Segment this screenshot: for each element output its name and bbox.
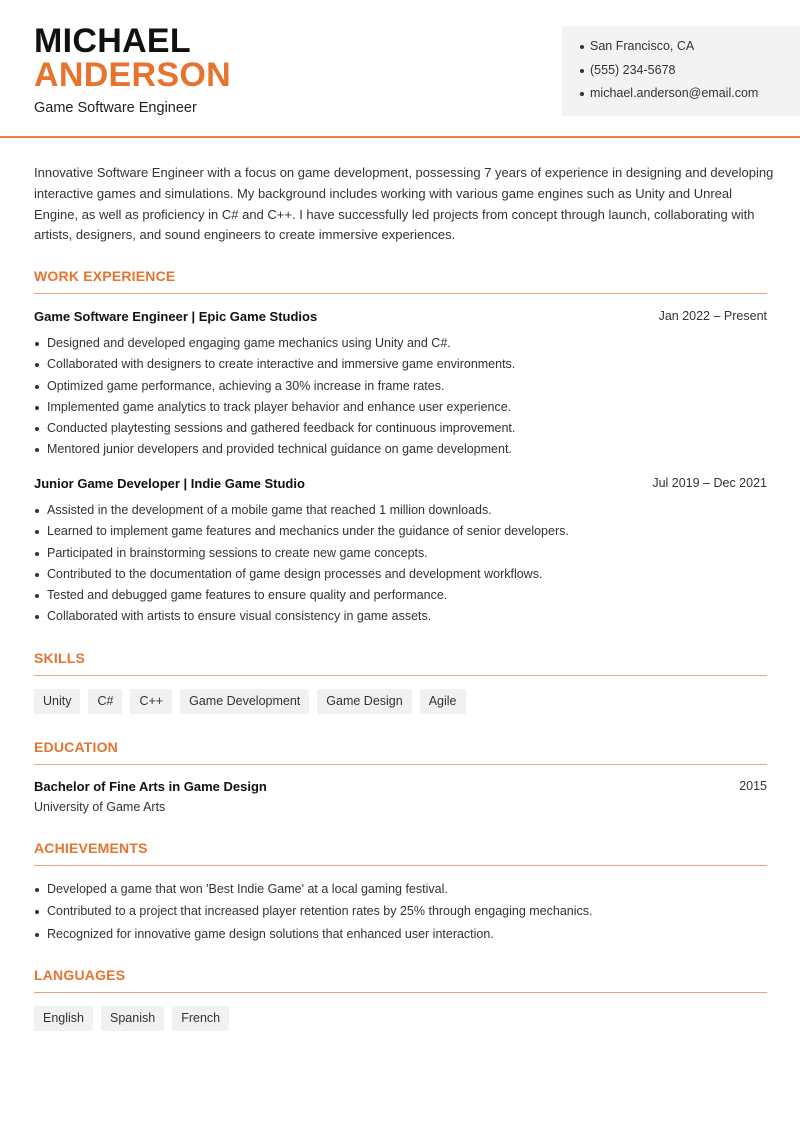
contact-location: San Francisco, CA bbox=[580, 38, 800, 62]
skill-tag: Game Development bbox=[180, 689, 309, 714]
job-bullets bbox=[34, 502, 774, 630]
skill-tag: C++ bbox=[130, 689, 172, 714]
skill-tag: Game Design bbox=[317, 689, 411, 714]
list-item: Collaborated with designers to create interactive and immersive game environments. bbox=[34, 356, 774, 377]
skill-tag: Agile bbox=[420, 689, 466, 714]
contact-box bbox=[562, 26, 800, 116]
resume-header bbox=[0, 0, 800, 138]
list-item: Developed a game that won 'Best Indie Game' at a local gaming festival. bbox=[34, 881, 774, 903]
skill-tag: Unity bbox=[34, 689, 80, 714]
job-bullets bbox=[34, 335, 774, 463]
job-role: Junior Game Developer | Indie Game Studio bbox=[34, 476, 305, 491]
achievements-list bbox=[34, 881, 774, 948]
list-item: Recognized for innovative game design solutions that enhanced user interaction. bbox=[34, 926, 774, 948]
list-item: Contributed to a project that increased player retention rates by 25% through engaging mechanics. bbox=[34, 903, 774, 925]
job-dates: Jan 2022 – Present bbox=[658, 309, 767, 323]
contact-phone: (555) 234-5678 bbox=[580, 62, 800, 86]
section-title-languages: LANGUAGES bbox=[34, 967, 767, 993]
job-role: Game Software Engineer | Epic Game Studios bbox=[34, 309, 318, 324]
contact-email[interactable]: michael.anderson@email.com bbox=[580, 85, 800, 109]
language-tag: English bbox=[34, 1006, 93, 1031]
contact-list bbox=[580, 38, 800, 109]
section-title-achievements: ACHIEVEMENTS bbox=[34, 840, 767, 866]
list-item: Mentored junior developers and provided technical guidance on game development. bbox=[34, 441, 774, 462]
job-header bbox=[34, 309, 767, 327]
last-name: ANDERSON bbox=[34, 56, 231, 94]
list-item: Optimized game performance, achieving a 30% increase in frame rates. bbox=[34, 378, 774, 399]
list-item: Contributed to the documentation of game design processes and development workflows. bbox=[34, 566, 774, 587]
section-title-work-experience: WORK EXPERIENCE bbox=[34, 268, 767, 294]
languages-tags bbox=[34, 1006, 229, 1031]
language-tag: Spanish bbox=[101, 1006, 164, 1031]
list-item: Participated in brainstorming sessions to create new game concepts. bbox=[34, 545, 774, 566]
list-item: Designed and developed engaging game mechanics using Unity and C#. bbox=[34, 335, 774, 356]
job-header bbox=[34, 476, 767, 494]
profile-summary: Innovative Software Engineer with a focus on game development, possessing 7 years of experience in designing and developing interactive games and simulations. My background includes working with various game engines such as Unity and Unreal Engine, as well as proficiency in C# and C++. I have successfully led projects from concept through launch, collaborating with artists, designers, and sound engineers to create immersive experiences. bbox=[34, 165, 774, 243]
skill-tag: C# bbox=[88, 689, 122, 714]
education-year: 2015 bbox=[739, 779, 767, 793]
list-item: Conducted playtesting sessions and gathered feedback for continuous improvement. bbox=[34, 420, 774, 441]
education-school: University of Game Arts bbox=[34, 800, 166, 814]
list-item: Implemented game analytics to track player behavior and enhance user experience. bbox=[34, 399, 774, 420]
list-item: Assisted in the development of a mobile game that reached 1 million downloads. bbox=[34, 502, 774, 523]
job-title: Game Software Engineer bbox=[34, 100, 197, 116]
skills-tags bbox=[34, 689, 466, 714]
list-item: Tested and debugged game features to ensure quality and performance. bbox=[34, 587, 774, 608]
education-degree: Bachelor of Fine Arts in Game Design bbox=[34, 779, 267, 794]
job-dates: Jul 2019 – Dec 2021 bbox=[652, 476, 767, 490]
list-item: Learned to implement game features and mechanics under the guidance of senior developers. bbox=[34, 523, 774, 544]
section-title-education: EDUCATION bbox=[34, 739, 767, 765]
first-name: MICHAEL bbox=[34, 22, 191, 60]
section-title-skills: SKILLS bbox=[34, 650, 767, 676]
language-tag: French bbox=[172, 1006, 229, 1031]
list-item: Collaborated with artists to ensure visual consistency in game assets. bbox=[34, 608, 774, 629]
